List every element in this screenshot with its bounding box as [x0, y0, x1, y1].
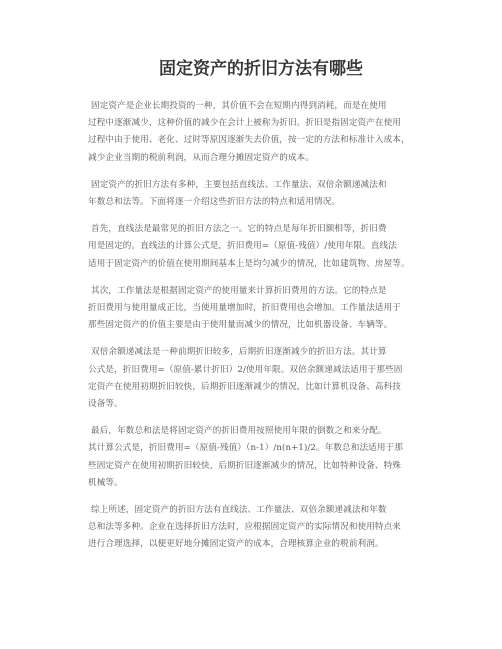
document-body	[88, 98, 442, 554]
paragraph-line: 综上所述，固定资产的折旧方法有直线法、工作量法、双倍余额递减法和年数	[91, 505, 387, 516]
paragraph-line: 设备等。	[88, 399, 123, 410]
paragraph-line: 适用于固定资产的价值在使用期间基本上是均匀减少的情况，比如建筑物、房屋等。	[88, 258, 410, 269]
paragraph-line: 年数总和法等。下面将逐一介绍这些折旧方法的特点和适用情况。	[88, 197, 341, 208]
paragraph-line: 那些固定资产的价值主要是由于使用量而减少的情况，比如机器设备、车辆等。	[88, 320, 393, 331]
paragraph-line: 公式是，折旧费用=（原值-累计折旧）2/使用年限。双倍余额递减法适用于那些固	[88, 364, 403, 375]
paragraph-line: 首先，直线法是最常见的折旧方法之一。它的特点是每年折旧额相等，折旧费	[91, 224, 387, 235]
paragraph-line: 过程中逐渐减少，这种价值的减少在会计上被称为折旧。折旧是指固定资产在使用	[88, 118, 401, 129]
paragraph-line: 折旧费用与使用量成正比，当使用量增加时，折旧费用也会增加。工作量法适用于	[88, 303, 401, 314]
paragraph-line: 总和法等多种。企业在选择折旧方法时，应根据固定资产的实际情况和使用特点来	[88, 522, 401, 533]
paragraph-line: 些固定资产在使用初期折旧较快，后期折旧逐渐减少的情况，比如特种设备、特殊	[88, 460, 401, 471]
document-title: 固定资产的折旧方法有哪些	[159, 59, 363, 79]
paragraph-conclusion	[88, 502, 442, 554]
paragraph-line: 用是固定的。直线法的计算公式是，折旧费用=（原值-残值）/使用年限。直线法	[88, 241, 397, 252]
paragraph-line: 其次，工作量法是根据固定资产的使用量来计算折旧费用的方法。它的特点是	[91, 285, 387, 296]
paragraph-line: 进行合理选择，以便更好地分摊固定资产的成本，合理核算企业的税前利润。	[88, 539, 384, 550]
paragraph-line: 过程中由于使用、老化、过时等原因逐渐失去价值，按一定的方法和标准计入成本，	[88, 135, 410, 146]
paragraph-units-of-production	[88, 283, 442, 335]
paragraph-line: 最后，年数总和法是将固定资产的折旧费用按照使用年限的倒数之和来分配。	[91, 426, 387, 437]
paragraph-double-declining	[88, 344, 442, 413]
paragraph-line: 定资产在使用初期折旧较快，后期折旧逐渐减少的情况，比如计算机设备、高科技	[88, 381, 401, 392]
paragraph-line: 双倍余额递减法是一种前期折旧较多，后期折旧逐渐减少的折旧方法。其计算	[91, 347, 387, 358]
paragraph-line: 机械等。	[88, 477, 123, 488]
paragraph-sum-of-years	[88, 423, 442, 492]
paragraph-line: 固定资产的折旧方法有多种，主要包括直线法、工作量法、双倍余额递减法和	[91, 179, 387, 190]
paragraph-straight-line	[88, 221, 442, 273]
paragraph-overview	[88, 177, 442, 211]
paragraph-line: 固定资产是企业长期投资的一种，其价值不会在短期内得到消耗，而是在使用	[91, 101, 387, 111]
paragraph-line: 减少企业当期的税前利润，从而合理分摊固定资产的成本。	[88, 152, 315, 163]
paragraph-intro	[88, 98, 442, 167]
paragraph-line: 其计算公式是，折旧费用=（原值-残值）（n-1）/n(n+1)/2。年数总和法适用于那	[88, 443, 403, 454]
